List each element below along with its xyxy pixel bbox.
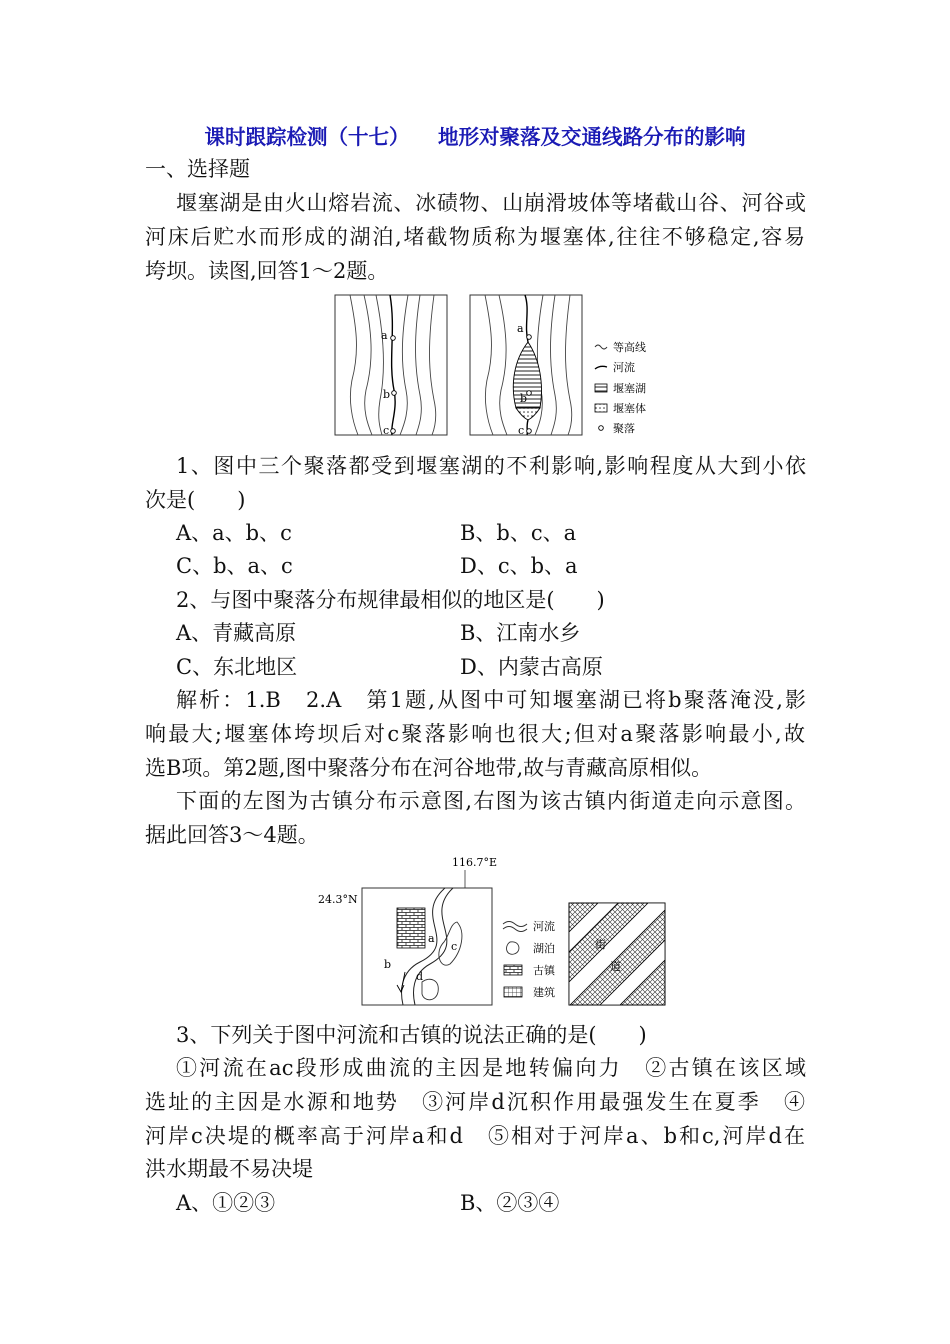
fig1-right-label-c: c	[518, 424, 525, 437]
legend-dammed-lake: 堰塞湖	[613, 382, 646, 395]
legend2-lake: 湖泊	[533, 942, 555, 955]
fig1-right-label-b: b	[520, 392, 528, 405]
passage2-line-2: 据此回答3～4题。	[145, 823, 319, 847]
page-title: 课时跟踪检测（十七） 地形对聚落及交通线路分布的影响	[204, 125, 746, 149]
fig1-left-label-b: b	[383, 388, 391, 401]
passage1-line-3: 垮坝。读图,回答1～2题。	[145, 259, 389, 283]
q1-stem-line-1: 1、图中三个聚落都受到堰塞湖的不利影响,影响程度从大到小依	[176, 454, 806, 478]
analysis-line-2: 响最大;堰塞体垮坝后对c聚落影响也很大;但对a聚落影响最小,故	[145, 722, 805, 746]
q2-option-b: B、江南水乡	[460, 621, 581, 645]
fig2-longitude-label: 116.7°E	[452, 856, 498, 869]
figure1-right-map	[470, 295, 582, 437]
q1-option-a: A、a、b、c	[176, 521, 292, 545]
q2-option-a: A、青藏高原	[176, 621, 297, 645]
fig2-latitude-label: 24.3°N	[318, 893, 358, 906]
figure2-street-diagram	[569, 903, 665, 1005]
q3-stem: 3、下列关于图中河流和古镇的说法正确的是( )	[176, 1023, 647, 1047]
q3-option-b: B、②③④	[460, 1191, 560, 1215]
figure1-dammed-lake-maps	[330, 290, 670, 440]
street-label-2: 道	[610, 960, 621, 973]
fig1-right-label-a: a	[517, 322, 524, 335]
fig1-left-label-c: c	[383, 424, 390, 437]
legend2-river: 河流	[533, 920, 555, 933]
q2-stem: 2、与图中聚落分布规律最相似的地区是( )	[176, 588, 605, 612]
figure2-left-map	[318, 856, 497, 1005]
q2-option-d: D、内蒙古高原	[460, 655, 603, 679]
street-label-1: 街	[595, 938, 606, 951]
passage1-line-2: 河床后贮水而形成的湖泊,堵截物质称为堰塞体,往往不够稳定,容易	[145, 225, 805, 249]
passage2-line-1: 下面的左图为古镇分布示意图,右图为该古镇内街道走向示意图。	[176, 789, 806, 813]
q3-option-a: A、①②③	[176, 1191, 276, 1215]
legend-river: 河流	[613, 361, 635, 374]
q3-statement-line-1: ①河流在ac段形成曲流的主因是地转偏向力 ②古镇在该区域	[176, 1056, 806, 1080]
fig2-label-a: a	[428, 932, 435, 945]
analysis-line-3: 选B项。第2题,图中聚落分布在河谷地带,故与青藏高原相似。	[145, 756, 713, 780]
legend-contour: 等高线	[613, 341, 646, 354]
passage1-line-1: 堰塞湖是由火山熔岩流、冰碛物、山崩滑坡体等堵截山谷、河谷或	[176, 191, 806, 215]
q3-statement-line-3: 河岸c决堤的概率高于河岸a和d ⑤相对于河岸a、b和c,河岸d在	[145, 1124, 805, 1148]
fig1-left-label-a: a	[381, 329, 388, 342]
figure1-legend	[595, 340, 646, 435]
q1-stem-line-2: 次是( )	[145, 488, 246, 512]
analysis-line-1: 解析：1.B 2.A 第1题,从图中可知堰塞湖已将b聚落淹没,影	[176, 688, 806, 712]
q2-option-c: C、东北地区	[176, 655, 298, 679]
q1-option-c: C、b、a、c	[176, 554, 293, 578]
section-heading: 一、选择题	[145, 157, 250, 181]
q3-statement-line-4: 洪水期最不易决堤	[145, 1157, 313, 1181]
legend-dam-body: 堰塞体	[613, 402, 646, 415]
figure1-left-map	[335, 295, 447, 437]
fig2-label-d: d	[416, 970, 424, 983]
q1-option-d: D、c、b、a	[460, 554, 578, 578]
q3-statement-line-2: 选址的主因是水源和地势 ③河岸d沉积作用最强发生在夏季 ④	[145, 1090, 805, 1114]
q1-option-b: B、b、c、a	[460, 521, 577, 545]
fig2-label-c: c	[451, 940, 458, 953]
figure2-legend	[503, 919, 556, 999]
figure2-ancient-town-maps	[300, 852, 670, 1010]
legend2-building: 建筑	[533, 986, 555, 999]
legend-settlement: 聚落	[613, 422, 635, 435]
fig2-label-b: b	[384, 958, 392, 971]
legend2-ancient-town: 古镇	[533, 964, 555, 977]
